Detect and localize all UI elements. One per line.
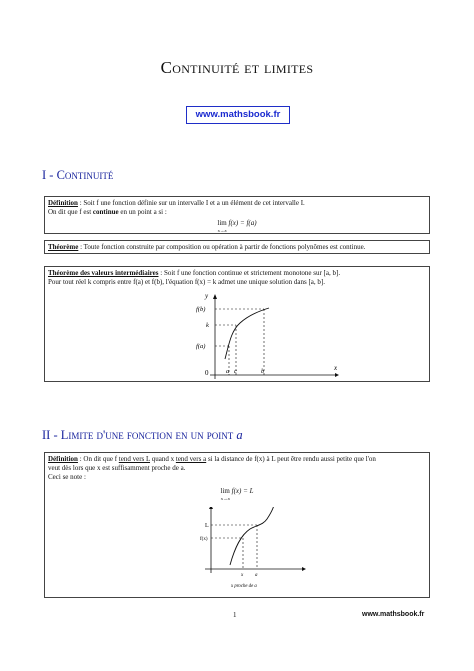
limit-def-line3: Ceci se note : (48, 473, 86, 481)
section-1-heading: I - Continuité (42, 168, 114, 182)
limit-operator: lim x→a (217, 219, 227, 233)
tends-to-a: tend vers a (175, 455, 207, 463)
limit-operator-2: lim x→a (220, 487, 230, 501)
tvi-graph (45, 289, 425, 381)
definition-line2-pre: On dit que f est (48, 208, 93, 216)
x-axis-arrow (335, 373, 339, 377)
document-title: Continuité et limites (160, 58, 314, 77)
k-label: k (206, 322, 209, 329)
site-link-box[interactable]: www.mathsbook.fr (186, 106, 290, 124)
tvi-curve (225, 308, 269, 359)
tvi-line1: : Soit f une fonction continue et strictement monotone sur [a, b]. (158, 269, 341, 277)
x-label-2: x (241, 573, 244, 578)
origin-label: 0 (205, 369, 209, 377)
definition-line1: : Soit f une fonction définie sur un intervalle I et a un élément de cet intervalle I. (77, 199, 305, 207)
fb-label: f(b) (196, 306, 206, 313)
theorem-text: : Toute fonction construite par composition ou opération à partir de fonctions polynômes est continue. (78, 243, 366, 251)
definition-line2-bold: continue (92, 208, 119, 216)
tvi-box (44, 266, 430, 382)
c-label: c (234, 368, 237, 375)
y-axis-2-arrow (209, 507, 213, 509)
page-number: 1 (233, 611, 237, 619)
definition-label: Définition (48, 199, 78, 207)
fa-label: f(a) (196, 343, 206, 350)
limit-curve (230, 507, 274, 565)
limit-graph (45, 507, 425, 597)
x-axis-label: x (334, 364, 338, 372)
a-label: a (226, 368, 230, 375)
limit-definition-label: Définition (48, 455, 78, 463)
theorem-box (44, 240, 430, 254)
section-2-heading: II - Limite d'une fonction en un point a (42, 428, 243, 442)
limit-caption: x proche de a (231, 584, 257, 589)
L-label: L (205, 523, 209, 529)
a-label-2: a (255, 573, 258, 578)
y-axis-label: y (205, 292, 209, 300)
definition-continuity-box (44, 196, 430, 234)
fx-label: f(x) (200, 537, 208, 542)
limit-def-line2: veut dès lors que x est suffisamment proche de a. (48, 464, 186, 472)
footer-site[interactable]: www.mathsbook.fr (362, 611, 425, 618)
limit-formula: f(x) = L (231, 487, 254, 495)
theorem-label: Théorème (48, 243, 79, 251)
definition-line2-post: en un point a si : (118, 208, 167, 216)
x-axis-2-arrow (302, 567, 306, 571)
y-axis-arrow (213, 294, 217, 299)
tends-to-L: tend vers L (118, 455, 151, 463)
continuity-formula: f(x) = f(a) (228, 219, 257, 227)
b-label: b (261, 368, 265, 375)
definition-limit-box: Définition : On dit que f tend vers L quand x tend vers a si la distance de f(x) à L peut être rendu aussi petite que l'on veut dès lors que x est suffisamment proche de a. Ceci se note : lim x→a f(x) = L L f(x) x a x proche de a (44, 452, 430, 598)
tvi-line2: Pour tout réel k compris entre f(a) et f(b), l'équation f(x) = k admet une unique solution dans [a, b]. (48, 278, 325, 286)
tvi-label: Théorème des valeurs intermédiaires (48, 269, 159, 277)
